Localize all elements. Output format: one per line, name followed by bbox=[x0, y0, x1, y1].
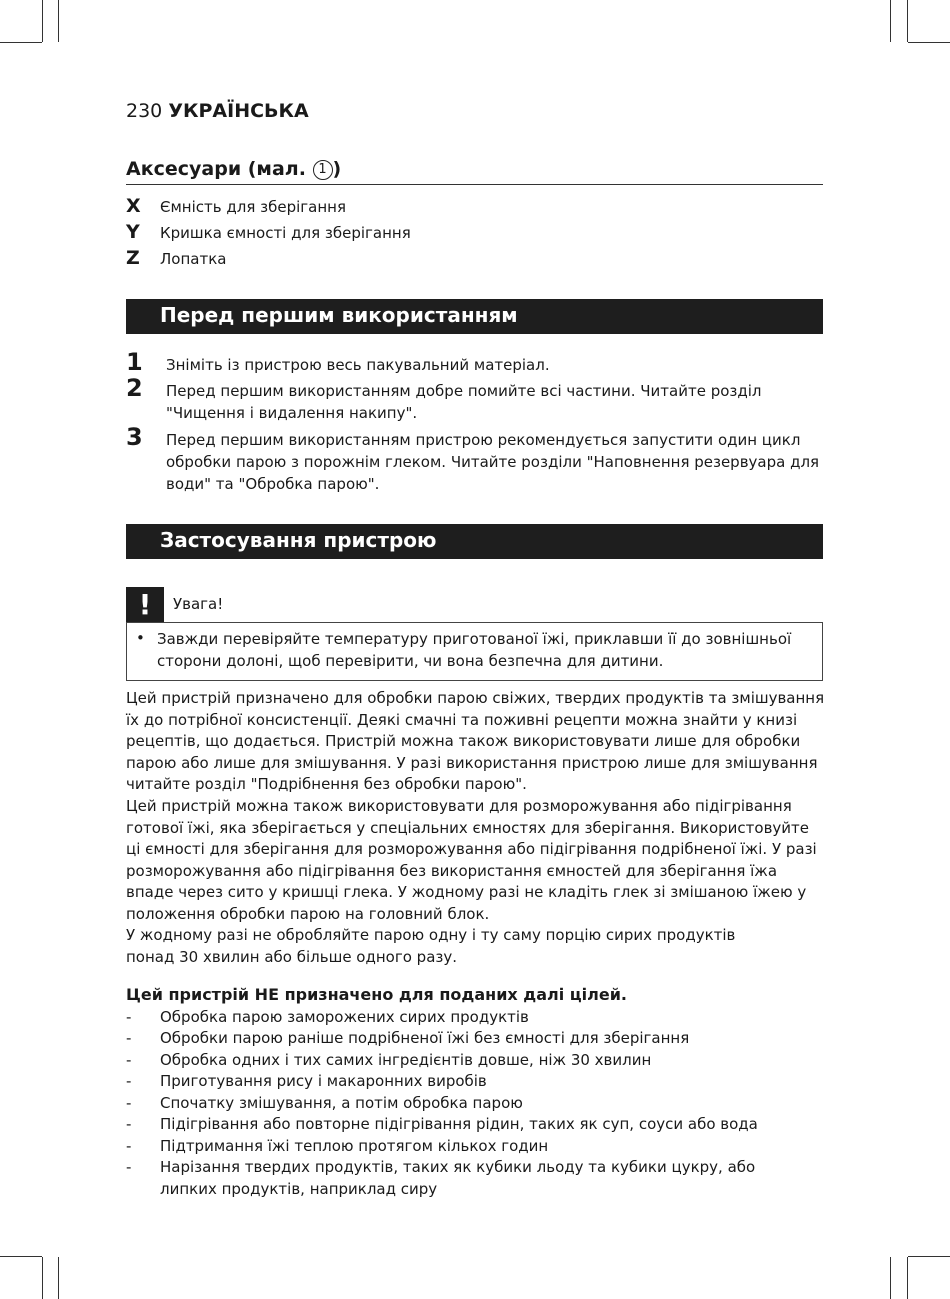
crop-mark bbox=[58, 1257, 59, 1299]
accessory-item bbox=[126, 221, 411, 243]
crop-mark bbox=[908, 1256, 950, 1257]
list-item: - Підігрівання або повторне підігрівання рідин, таких як суп, соуси або вода bbox=[126, 1115, 758, 1133]
section-title: Застосування пристрою bbox=[160, 528, 437, 552]
warning-text: Завжди перевіряйте температуру приготованої їжі, приклавши її до зовнішньої сторони долоні, щоб перевірити, чи вона безпечна для дитини. bbox=[157, 630, 792, 670]
list-item: - Обробка парою заморожених сирих продуктів bbox=[126, 1008, 529, 1026]
step-number: 1 bbox=[126, 348, 143, 376]
crop-mark bbox=[58, 0, 59, 42]
section-bar-using bbox=[126, 524, 823, 559]
crop-mark bbox=[908, 42, 950, 43]
list-item: - Приготування рису і макаронних виробів bbox=[126, 1072, 487, 1090]
section-title: Перед першим використанням bbox=[160, 303, 518, 327]
bullet-icon: • bbox=[136, 629, 145, 647]
page-header bbox=[126, 100, 309, 122]
crop-mark bbox=[0, 42, 42, 43]
crop-mark bbox=[907, 0, 908, 42]
section-bar-before-first-use bbox=[126, 299, 823, 334]
accessories-title: Аксесуари (мал. 1 ) bbox=[126, 158, 823, 185]
crop-mark bbox=[42, 1257, 43, 1299]
warning-body bbox=[126, 622, 823, 681]
paragraph: У жодному разі не обробляйте парою одну і ту саму порцію сирих продуктів понад 30 хвилин або більше одного разу. bbox=[126, 926, 736, 966]
step-item bbox=[126, 374, 823, 424]
list-item: - Спочатку змішування, а потім обробка парою bbox=[126, 1094, 523, 1112]
accessory-letter: X bbox=[126, 195, 141, 217]
crop-mark bbox=[890, 1257, 891, 1299]
step-number: 3 bbox=[126, 423, 143, 451]
not-intended-heading: Цей пристрій НЕ призначено для поданих далі цілей. bbox=[126, 985, 627, 1004]
crop-mark bbox=[907, 1257, 908, 1299]
accessory-item bbox=[126, 247, 226, 269]
step-item bbox=[126, 348, 823, 376]
accessory-text: Лопатка bbox=[160, 250, 227, 268]
crop-mark bbox=[890, 0, 891, 42]
crop-mark bbox=[42, 0, 43, 42]
exclamation-icon: ! bbox=[126, 587, 164, 622]
paragraph: Цей пристрій можна також використовувати для розморожування або підігрівання готової їжі, яка зберігається у спеціальних ємностях для зберігання. Використовуйте ці ємності для зберігання для розморожування або підігрівання подрібненої їжі. У разі розморожування або підігрівання без використання ємностей для зберігання їжа впаде через сито у кришці глека. У жодному разі не кладіть глек зі змішаною їжею у положення обробки парою на головний блок. bbox=[126, 797, 817, 923]
list-item: - Обробка одних і тих самих інгредієнтів довше, ніж 30 хвилин bbox=[126, 1051, 652, 1069]
list-item: - Нарізання твердих продуктів, таких як кубики льоду та кубики цукру, або липких продуктів, наприклад сиру bbox=[126, 1158, 756, 1198]
language-label: УКРАЇНСЬКА bbox=[168, 100, 309, 122]
list-item: - Обробки парою раніше подрібненої їжі без ємності для зберігання bbox=[126, 1029, 690, 1047]
page-number: 230 bbox=[126, 100, 163, 122]
step-item bbox=[126, 423, 823, 495]
step-number: 2 bbox=[126, 374, 143, 402]
accessory-letter: Z bbox=[126, 247, 140, 269]
accessory-text: Ємність для зберігання bbox=[160, 198, 346, 216]
figure-number: 1 bbox=[313, 160, 333, 180]
crop-mark bbox=[0, 1256, 42, 1257]
accessory-text: Кришка ємності для зберігання bbox=[160, 224, 411, 242]
accessory-item bbox=[126, 195, 346, 217]
list-item: - Підтримання їжі теплою протягом кількох годин bbox=[126, 1137, 549, 1155]
step-text: Зніміть із пристрою весь пакувальний матеріал. bbox=[166, 356, 550, 374]
step-text: Перед першим використанням пристрою рекомендується запустити один цикл обробки парою з порожнім глеком. Читайте розділи "Наповнення резервуара для води" та "Обробка парою". bbox=[166, 431, 820, 493]
accessory-letter: Y bbox=[126, 221, 140, 243]
paragraph: Цей пристрій призначено для обробки парою свіжих, твердих продуктів та змішування їх до потрібної консистенції. Деякі смачні та поживні рецепти можна знайти у книзі рецептів, що додається. Пристрій можна також використовувати лише для обробки парою або лише для змішування. У разі використання пристрою лише для змішування читайте розділ "Подрібнення без обробки парою". bbox=[126, 689, 825, 794]
warning-label: Увага! bbox=[173, 595, 224, 613]
step-text: Перед першим використанням добре помийте всі частини. Читайте розділ "Чищення і видалення накипу". bbox=[166, 382, 762, 422]
